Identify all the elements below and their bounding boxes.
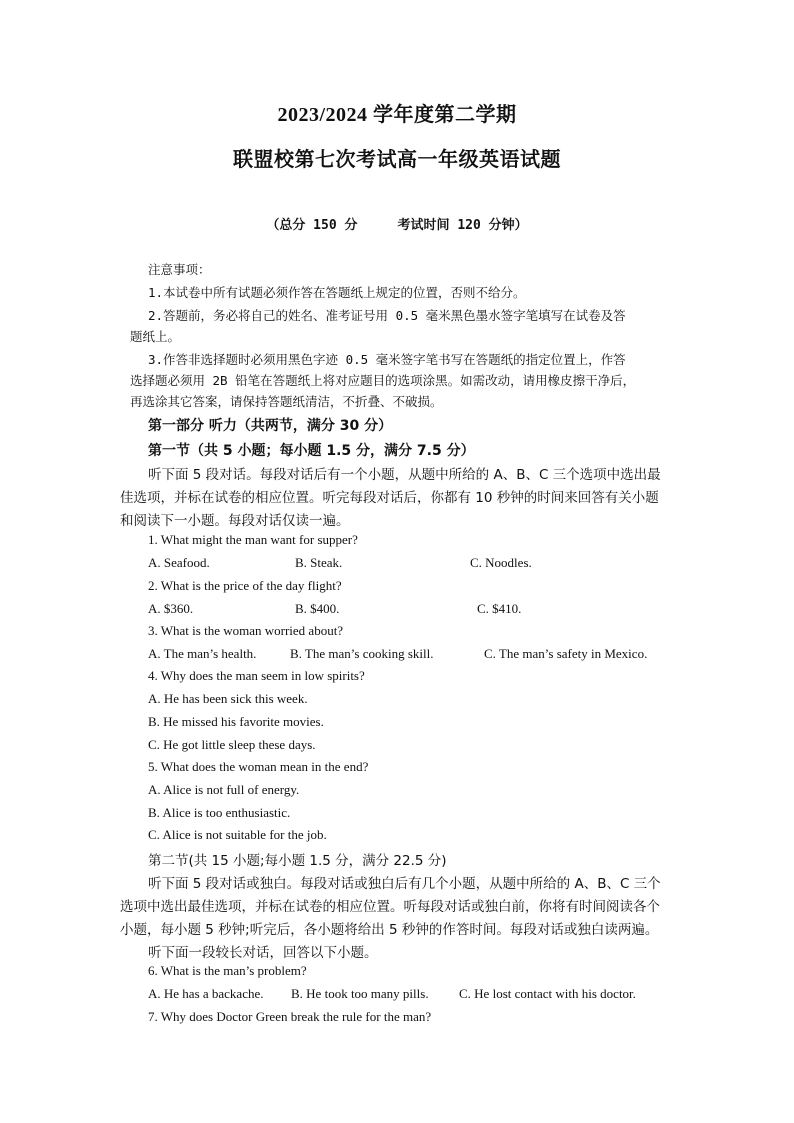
q4-option-c: C. He got little sleep these days.: [148, 737, 316, 752]
section2-sub-instruction: 听下面一段较长对话，回答以下小题。: [148, 945, 378, 961]
q3-option-c: C. The man’s safety in Mexico.: [484, 646, 648, 661]
q6-option-b: B. He took too many pills.: [291, 986, 429, 1001]
question-1: 1. What might the man want for supper?: [148, 532, 358, 547]
exam-meta: [0, 214, 794, 233]
q5-option-c: C. Alice is not suitable for the job.: [148, 827, 327, 842]
exam-time: 考试时间 120 分钟）: [397, 218, 528, 233]
question-3: 3. What is the woman worried about?: [148, 623, 344, 638]
question-7: 7. Why does Doctor Green break the rule for the man?: [148, 1009, 432, 1024]
notice-block: [130, 259, 676, 412]
exam-title: 联盟校第七次考试高一年级英语试题: [233, 149, 561, 171]
part1-title: 第一部分 听力（共两节，满分 30 分）: [148, 418, 393, 434]
q6-option-a: A. He has a backache.: [148, 986, 264, 1001]
q1-option-c: C. Noodles.: [470, 555, 532, 570]
question-2: 2. What is the price of the day flight?: [148, 578, 342, 593]
total-score: （总分 150 分: [266, 218, 358, 233]
q2-option-a: A. $360.: [148, 601, 194, 616]
question-4: 4. Why does the man seem in low spirits?: [148, 668, 365, 683]
notice-heading: 注意事项：: [148, 262, 211, 277]
section2-instruction-line-3: 小题，每小题 5 秒钟;听完后，各小题将给出 5 秒钟的作答时间。每段对话或独白读两遍。: [120, 922, 659, 938]
q1-option-a: A. Seafood.: [148, 555, 210, 570]
q3-option-b: B. The man’s cooking skill.: [290, 646, 434, 661]
question-6: 6. What is the man’s problem?: [148, 963, 307, 978]
year-term-title: 2023/2024 学年度第二学期: [277, 104, 517, 126]
section2-title: 第二节(共 15 小题;每小题 1.5 分，满分 22.5 分): [148, 853, 447, 869]
question-5: 5. What does the woman mean in the end?: [148, 759, 369, 774]
q2-option-b: B. $400.: [295, 601, 340, 616]
q2-option-c: C. $410.: [477, 601, 522, 616]
notice-item-2-line-2: 题纸上。: [130, 329, 181, 344]
q1-option-b: B. Steak.: [295, 555, 343, 570]
q4-option-a: A. He has been sick this week.: [148, 691, 308, 706]
section2-instruction-line-1: 听下面 5 段对话或独白。每段对话或独白后有几个小题，从题中所给的 A、B、C 三个: [148, 876, 661, 892]
q6-option-c: C. He lost contact with his doctor.: [459, 986, 636, 1001]
q3-option-a: A. The man’s health.: [148, 646, 257, 661]
section1-instruction-line-3: 和阅读下一小题。每段对话仅读一遍。: [120, 513, 350, 529]
notice-item-2-line-1: 2.答题前，务必将自己的姓名、准考证号用 0.5 毫米黑色墨水签字笔填写在试卷及答: [148, 308, 626, 323]
section1-instruction-line-1: 听下面 5 段对话。每段对话后有一个小题，从题中所给的 A、B、C 三个选项中选出最: [148, 467, 661, 483]
notice-item-1: 1.本试卷中所有试题必须作答在答题纸上规定的位置，否则不给分。: [148, 285, 526, 300]
q4-option-b: B. He missed his favorite movies.: [148, 714, 324, 729]
q5-option-b: B. Alice is too enthusiastic.: [148, 805, 291, 820]
q5-option-a: A. Alice is not full of energy.: [148, 782, 300, 797]
section1-title: 第一节（共 5 小题；每小题 1.5 分，满分 7.5 分）: [148, 443, 475, 459]
notice-item-3-line-1: 3.作答非选择题时必须用黑色字迹 0.5 毫米签字笔书写在答题纸的指定位置上，作答: [148, 352, 626, 367]
section2-instruction-line-2: 选项中选出最佳选项，并标在试卷的相应位置。听每段对话或独白前，你将有时间阅读各个: [120, 899, 660, 915]
notice-item-3-line-3: 再选涂其它答案，请保持答题纸清洁，不折叠、不破损。: [130, 394, 443, 409]
section1-instruction-line-2: 佳选项，并标在试卷的相应位置。听完每段对话后，你都有 10 秒钟的时间来回答有关小题: [120, 490, 659, 506]
notice-item-3-line-2: 选择题必须用 2B 铅笔在答题纸上将对应题目的选项涂黑。如需改动，请用橡皮擦干净后，: [130, 373, 636, 388]
